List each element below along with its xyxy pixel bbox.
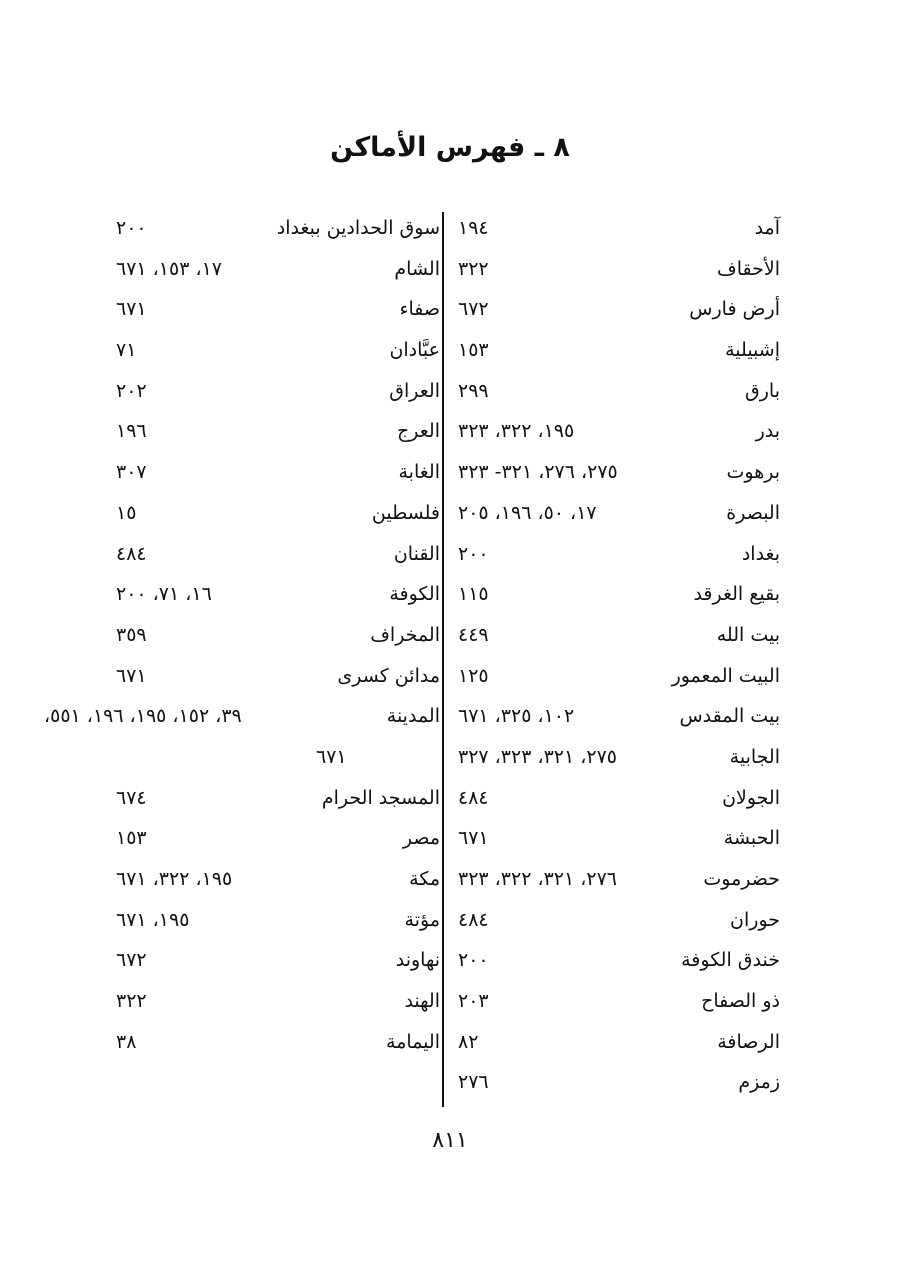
page-references: ١٧، ١٥٣، ٦٧١ [116,257,223,280]
page-references: ٤٨٤ [458,786,489,809]
page-references: ١١٥ [458,583,489,606]
index-entry [40,574,440,615]
index-entry [40,981,440,1022]
index-title: ٨ ـ فهرس الأماكن [330,132,570,163]
page-references: ١٦، ٧١، ٢٠٠ [116,583,212,606]
place-name: حضرموت [703,868,780,890]
place-name: زمزم [738,1071,780,1094]
place-name: البيت المعمور [671,664,780,687]
page-references: ١٩٥، ٣٢٢، ٣٢٣ [458,420,575,443]
page-references: ١٠٢، ٣٢٥، ٦٧١ [458,705,575,728]
index-entry [450,534,780,575]
index-entry [450,778,780,819]
page-references: ١٩٥، ٦٧١ [116,908,190,931]
page-references: ٣٢٢ [458,257,489,280]
index-entry [40,656,440,697]
page-references: ٢٩٩ [458,379,489,402]
index-entry [40,859,440,900]
page-references: ٦٧١ [116,298,147,321]
page-references: ١٥٣ [458,339,489,362]
page-references: ٦٧٢ [116,949,147,972]
place-name: مؤتة [404,908,440,931]
page-references: ١٩٤ [458,217,489,239]
index-entry [40,534,440,575]
page-references: ٢٧٦، ٣٢١، ٣٢٢، ٣٢٣ [458,868,618,890]
place-name: مصر [402,827,440,850]
page-references: ٤٨٤ [458,908,489,931]
places-column-left [40,208,440,1062]
page-references: ١٩٦ [116,420,147,443]
page-references: ٦٧١ [316,745,347,768]
page-references: ٦٧٤ [116,786,147,809]
index-entry [40,411,440,452]
place-name: سوق الحدادين ببغداد [276,217,440,239]
place-name: عبَّادان [389,339,440,362]
place-name: بيت المقدس [679,705,780,728]
place-name: بارق [745,379,780,402]
index-entry [450,859,780,900]
place-name: صفاء [399,298,440,321]
index-entry [40,330,440,371]
place-name: الحبشة [723,827,780,850]
index-entry [450,208,780,249]
index-entry [40,940,440,981]
index-entry [40,818,440,859]
page-references: ٧١ [116,339,137,362]
index-entry [40,778,440,819]
page-references: ٦٧٢ [458,298,489,321]
place-name: المدينة [386,705,440,728]
index-entry [450,656,780,697]
index-entry [40,371,440,412]
place-name: نهاوند [395,949,440,972]
index-entry [450,371,780,412]
index-entry [450,940,780,981]
index-entry [450,615,780,656]
column-divider [442,212,444,1107]
index-entry [450,696,780,737]
index-entry [450,981,780,1022]
place-name: الهند [404,990,440,1013]
place-name: بدر [755,420,780,443]
place-name: المسجد الحرام [321,786,440,809]
index-entry-continuation [40,737,440,778]
place-name: بغداد [741,542,780,565]
index-entry [450,1022,780,1063]
place-name: إشبيلية [725,339,780,362]
place-name: الجابية [729,745,780,768]
page-references: ٣٨ [116,1030,137,1053]
page-references: ٢٠٠ [458,542,489,565]
page-references: ١٥٣ [116,827,147,850]
place-name: بقيع الغرقد [693,583,780,606]
page-references: ١٩٥، ٣٢٢، ٦٧١ [116,868,233,890]
place-name: فلسطين [371,501,440,524]
index-entry [450,574,780,615]
places-column-right [450,208,780,1103]
page-number: ٨١١ [432,1128,468,1153]
page-references: ٤٤٩ [458,623,489,646]
place-name: العرج [397,420,440,443]
index-entry [450,289,780,330]
place-name: الشام [394,257,440,280]
page-references: ٣٢٢ [116,990,147,1013]
place-name: الرصافة [717,1030,780,1053]
index-entry [40,493,440,534]
page-references: ٣٩، ١٥٢، ١٩٥، ١٩٦، ٥٥١، [44,705,242,728]
index-entry [40,696,440,737]
place-name: الأحقاف [717,257,780,280]
place-name: اليمامة [386,1030,440,1053]
place-name: الغابة [398,461,440,484]
index-entry [40,1022,440,1063]
place-name: ذو الصفاح [701,990,780,1013]
place-name: الجولان [722,786,780,809]
page-references: ١٥ [116,501,137,524]
page-references: ٢٠٢ [116,379,147,402]
index-entry [40,452,440,493]
place-name: الكوفة [389,583,440,606]
index-entry [40,208,440,249]
place-name: مدائن كسرى [337,664,440,687]
index-entry [40,900,440,941]
page-references: ٦٧١ [458,827,489,850]
place-name: آمد [754,217,780,239]
page-references: ٣٥٩ [116,623,147,646]
index-entry [40,289,440,330]
index-entry [450,452,780,493]
page-references: ٢٧٦ [458,1071,489,1094]
page-references: ١٢٥ [458,664,489,687]
place-name: برهوت [726,461,780,484]
place-name: مكة [409,868,440,890]
place-name: أرض فارس [689,298,780,321]
page-references: ٢٠٠ [458,949,489,972]
index-entry [40,615,440,656]
index-entry [40,249,440,290]
place-name: القنان [393,542,440,565]
page-references: ٨٢ [458,1030,479,1053]
page-references: ٢٧٥، ٢٧٦، ٣٢١- ٣٢٣ [458,461,618,484]
page-references: ٣٠٧ [116,461,147,484]
index-entry [450,818,780,859]
index-entry [450,1062,780,1103]
place-name: بيت الله [716,623,780,646]
page-references: ٢٠٣ [458,990,489,1013]
page-references: ٤٨٤ [116,542,147,565]
place-name: حوران [730,908,780,931]
index-entry [450,493,780,534]
index-entry [450,411,780,452]
page-references: ٢٧٥، ٣٢١، ٣٢٣، ٣٢٧ [458,745,618,768]
page-references: ١٧، ٥٠، ١٩٦، ٢٠٥ [458,501,597,524]
place-name: البصرة [726,501,780,524]
page-references: ٦٧١ [116,664,147,687]
place-name: العراق [389,379,440,402]
index-entry [450,330,780,371]
index-entry [450,900,780,941]
index-entry [450,249,780,290]
page-references: ٢٠٠ [116,217,147,239]
index-entry [450,737,780,778]
place-name: خندق الكوفة [681,949,780,972]
place-name: المخراف [370,623,440,646]
